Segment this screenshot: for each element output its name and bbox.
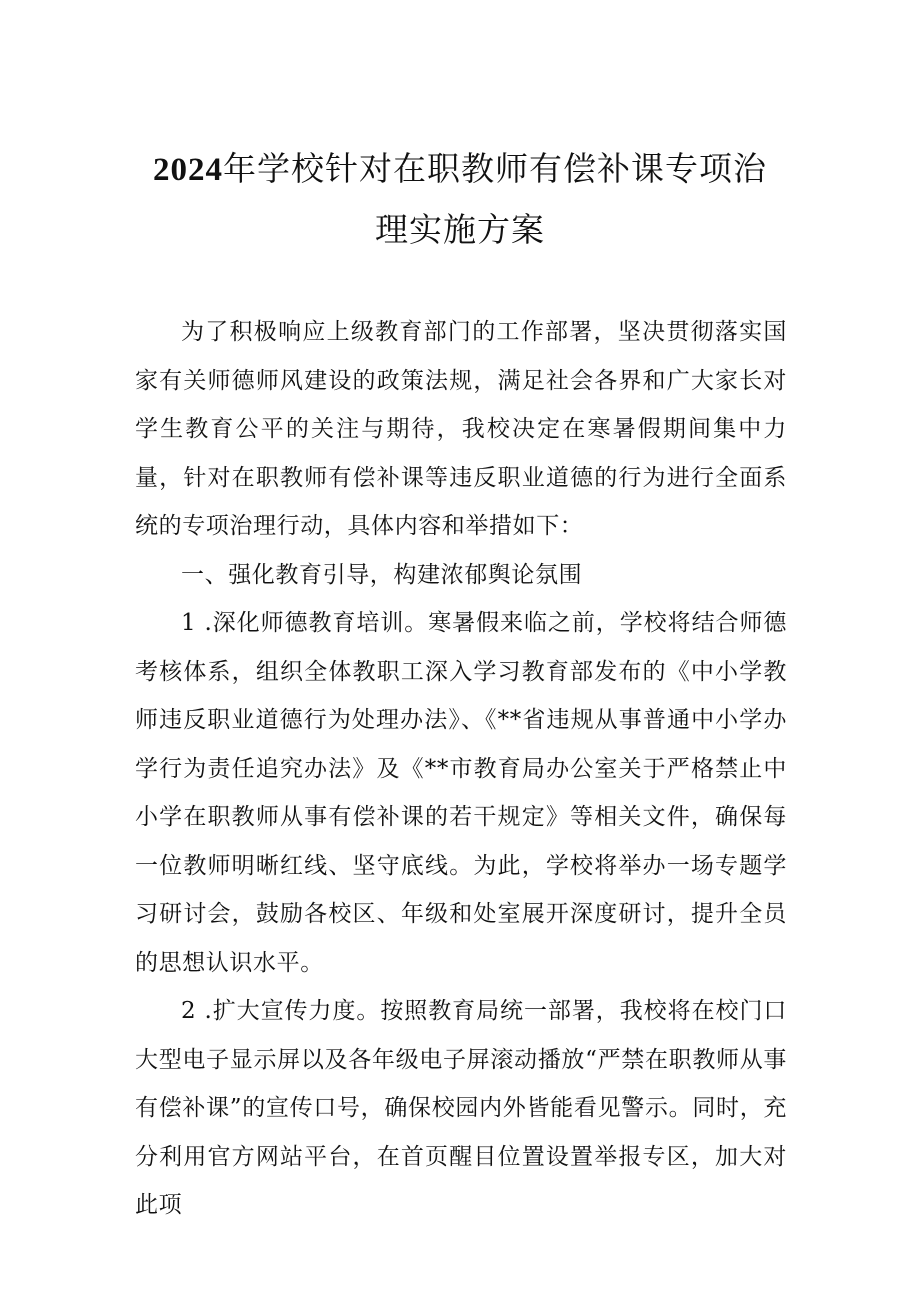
intro-paragraph: 为了积极响应上级教育部门的工作部署，坚决贯彻落实国家有关师德师风建设的政策法规，满足社会各界和广大家长对学生教育公平的关注与期待，我校决定在寒暑假期间集中力量，针对在职教师有偿补课等违反职业道德的行为进行全面系统的专项治理行动，具体内容和举措如下： (135, 319, 787, 539)
section-heading: 一、强化教育引导，构建浓郁舆论氛围 (181, 561, 583, 588)
item-2-paragraph: 2 .扩大宣传力度。按照教育局统一部署，我校将在校门口大型电子显示屏以及各年级电子屏滚动播放“严禁在职教师从事有偿补课”的宣传口号，确保校园内外皆能看见警示。同时，充分利用官方网站平台，在首页醒目位置设置举报专区，加大对此项 (135, 998, 787, 1218)
title-year: 2024 (153, 152, 223, 188)
document-title-line-1 (120, 149, 800, 188)
item-1-paragraph: 1 .深化师德教育培训。寒暑假来临之前，学校将结合师德考核体系，组织全体教职工深入学习教育部发布的《中小学教师违反职业道德行为处理办法》、《**省违规从事普通中小学办学行为责任追究办法》及《**市教育局办公室关于严格禁止中小学在职教师从事有偿补课的若干规定》等相关文件，确保每一位教师明晰红线、坚守底线。为此，学校将举办一场专题学习研讨会，鼓励各校区、年级和处室展开深度研讨，提升全员的思想认识水平。 (135, 610, 787, 976)
document-title-line-2: 理实施方案 (375, 210, 545, 249)
title-text: 年学校针对在职教师有偿补课专项治 (223, 149, 767, 188)
document-body (135, 308, 787, 1230)
